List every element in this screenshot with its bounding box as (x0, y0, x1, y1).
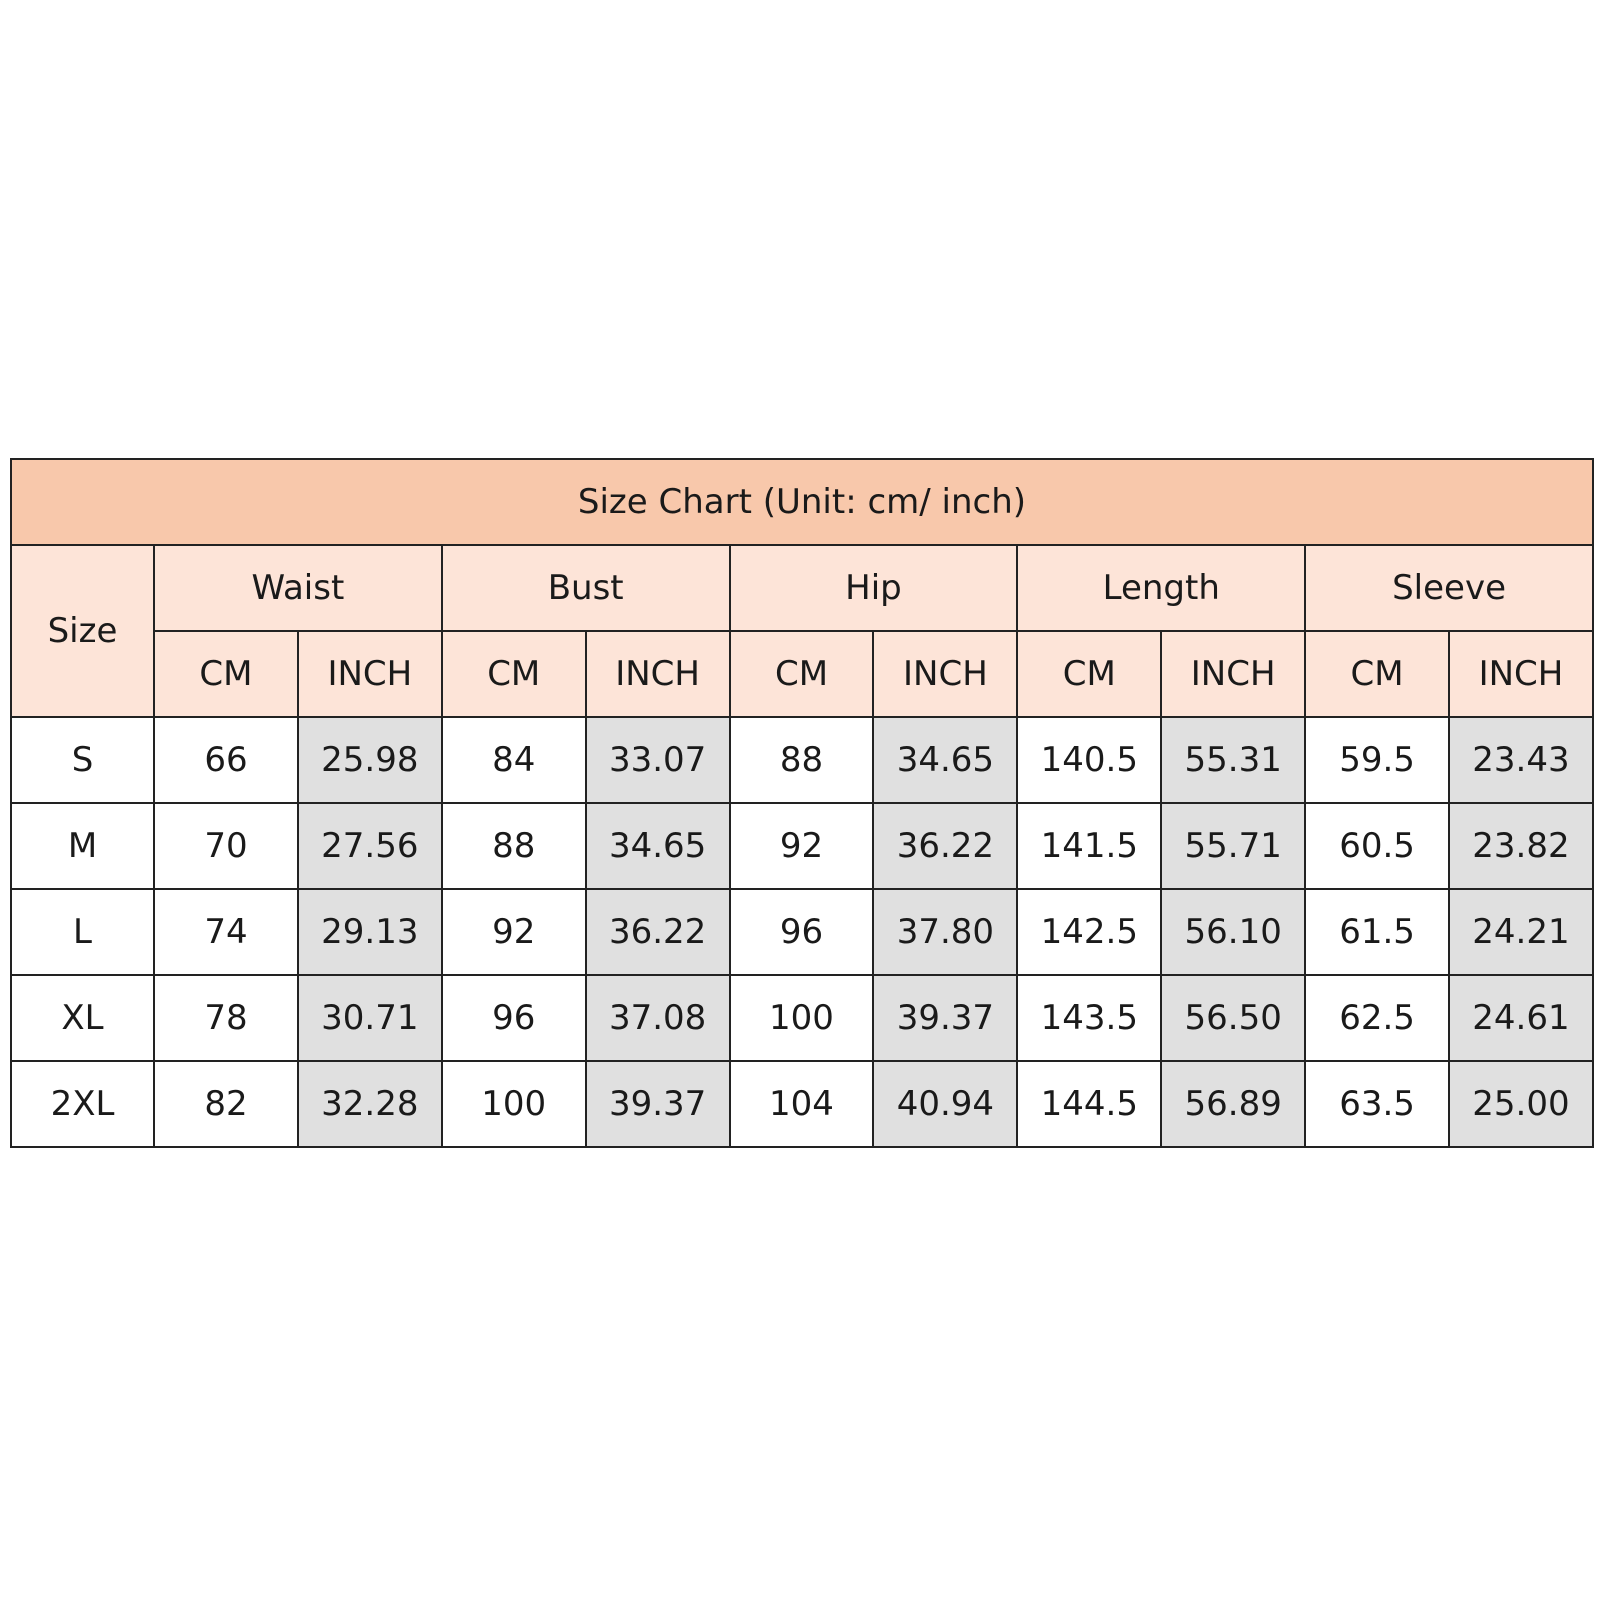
value-cell-cm: 104 (730, 1061, 874, 1147)
value-cell-cm: 61.5 (1305, 889, 1449, 975)
unit-header-inch: INCH (586, 631, 730, 717)
value-cell-inch: 33.07 (586, 717, 730, 803)
group-header-length: Length (1017, 545, 1305, 631)
value-cell-cm: 66 (154, 717, 298, 803)
unit-header-cm: CM (154, 631, 298, 717)
value-cell-cm: 143.5 (1017, 975, 1161, 1061)
value-cell-inch: 55.31 (1161, 717, 1305, 803)
group-header-bust: Bust (442, 545, 730, 631)
unit-header-inch: INCH (1161, 631, 1305, 717)
value-cell-inch: 29.13 (298, 889, 442, 975)
value-cell-inch: 30.71 (298, 975, 442, 1061)
table-row (11, 1061, 1593, 1147)
value-cell-inch: 25.00 (1449, 1061, 1593, 1147)
value-cell-inch: 24.61 (1449, 975, 1593, 1061)
value-cell-inch: 56.89 (1161, 1061, 1305, 1147)
value-cell-cm: 92 (442, 889, 586, 975)
value-cell-cm: 96 (442, 975, 586, 1061)
unit-header-inch: INCH (1449, 631, 1593, 717)
value-cell-cm: 92 (730, 803, 874, 889)
value-cell-cm: 74 (154, 889, 298, 975)
table-row (11, 717, 1593, 803)
value-cell-inch: 25.98 (298, 717, 442, 803)
table-row (11, 889, 1593, 975)
value-cell-inch: 24.21 (1449, 889, 1593, 975)
value-cell-cm: 141.5 (1017, 803, 1161, 889)
value-cell-cm: 140.5 (1017, 717, 1161, 803)
table-row (11, 803, 1593, 889)
group-header-hip: Hip (730, 545, 1018, 631)
size-cell: XL (11, 975, 154, 1061)
value-cell-cm: 96 (730, 889, 874, 975)
size-chart-table (10, 458, 1594, 1148)
group-header-sleeve: Sleeve (1305, 545, 1593, 631)
size-cell: L (11, 889, 154, 975)
value-cell-inch: 40.94 (873, 1061, 1017, 1147)
size-cell: S (11, 717, 154, 803)
unit-header-cm: CM (442, 631, 586, 717)
value-cell-cm: 63.5 (1305, 1061, 1449, 1147)
unit-header-cm: CM (730, 631, 874, 717)
value-cell-inch: 39.37 (586, 1061, 730, 1147)
value-cell-inch: 37.80 (873, 889, 1017, 975)
value-cell-cm: 78 (154, 975, 298, 1061)
size-cell: M (11, 803, 154, 889)
value-cell-inch: 34.65 (873, 717, 1017, 803)
chart-title: Size Chart (Unit: cm/ inch) (11, 459, 1593, 545)
value-cell-inch: 27.56 (298, 803, 442, 889)
unit-header-cm: CM (1017, 631, 1161, 717)
value-cell-inch: 37.08 (586, 975, 730, 1061)
size-column-header: Size (11, 545, 154, 717)
value-cell-inch: 36.22 (873, 803, 1017, 889)
value-cell-cm: 88 (442, 803, 586, 889)
value-cell-inch: 32.28 (298, 1061, 442, 1147)
value-cell-inch: 55.71 (1161, 803, 1305, 889)
value-cell-cm: 82 (154, 1061, 298, 1147)
value-cell-inch: 34.65 (586, 803, 730, 889)
value-cell-cm: 59.5 (1305, 717, 1449, 803)
unit-header-inch: INCH (873, 631, 1017, 717)
value-cell-cm: 144.5 (1017, 1061, 1161, 1147)
value-cell-cm: 142.5 (1017, 889, 1161, 975)
value-cell-cm: 60.5 (1305, 803, 1449, 889)
value-cell-cm: 62.5 (1305, 975, 1449, 1061)
value-cell-inch: 56.10 (1161, 889, 1305, 975)
value-cell-cm: 88 (730, 717, 874, 803)
group-header-waist: Waist (154, 545, 442, 631)
unit-header-inch: INCH (298, 631, 442, 717)
unit-header-cm: CM (1305, 631, 1449, 717)
value-cell-cm: 100 (442, 1061, 586, 1147)
value-cell-cm: 100 (730, 975, 874, 1061)
value-cell-inch: 56.50 (1161, 975, 1305, 1061)
value-cell-cm: 70 (154, 803, 298, 889)
value-cell-inch: 23.82 (1449, 803, 1593, 889)
value-cell-cm: 84 (442, 717, 586, 803)
size-cell: 2XL (11, 1061, 154, 1147)
value-cell-inch: 23.43 (1449, 717, 1593, 803)
value-cell-inch: 36.22 (586, 889, 730, 975)
table-row (11, 975, 1593, 1061)
value-cell-inch: 39.37 (873, 975, 1017, 1061)
